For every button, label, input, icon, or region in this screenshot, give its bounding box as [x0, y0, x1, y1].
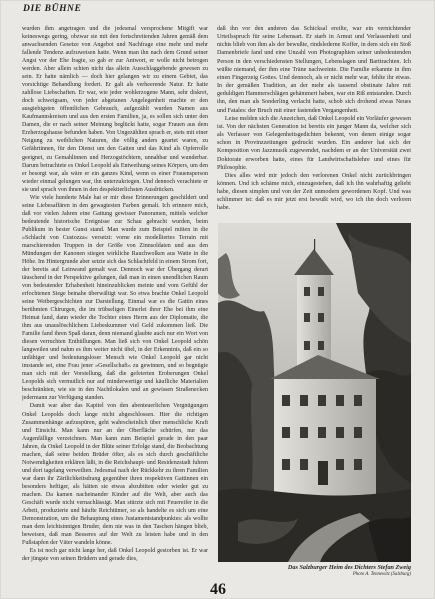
article-paragraph: wurden ihm angetragen und die jedesmal versprochene Mitgift war keineswegs gering, obzwar sie mit den fortschreitenden Jahren gemäß dem anwachsenden Gesetze von Angebot und Nachfrage eine mehr und mehr fallende Tendenz aufzuweisen hatte. Wenn man ihn nach dem Grund seiner Angst vor der Ehe fragte, so gab er zur Antwort, er wolle nicht betrogen werden. Aber allein schien nicht das allein Ausschlaggebende gewesen zu sein. Er hatte nämlich — doch hier gelangen wir zu einem Gebiet, das vorsichtige Behandlung fordert. Er galt als verheerende Natur. Er hatte zahllose Liebschaften. Er war, wie jeder wohlerzogene Mann, sehr diskret, doch schweigsam, von jeder abgetanen Angelegenheit machte er den ausgiebigsten öffentlichen Gebrauch, aufgezählt wurden Namen aus Kaufmannskreisen und aus den ersten Familien, ja, es sollen sich unter den Damen, die er nach seiner Meinung beglückt hatte, sogar Frauen aus dem Erzherzogshause befunden haben. Von Ungezählten sprach er, stets mit einer Neigung zu weiblichen Naturen, die völlig anders geartet waren, zu Gefährtinnen, für den Dienst um den Gatten und das Kind als Opferrolle geeignet, zu Gemahlinnen und Herzogstöchtern, unnahbar und wunderbar. Darum betrachtete es Onkel Leopold als Entweihung seines Körpers, um den er besorgt war, als wäre er ein ganzes Kind, wenn es einer Frauensperson wieder einmal gelungen war, ihn unterzukriegen. Und dennoch verachtete er sie und sprach von ihnen in den despektierlichsten Ausdrücken.	[22, 26, 208, 193]
magazine-title: DIE BÜHNE	[23, 4, 82, 14]
article-paragraph: Es ist noch gar nicht lange her, daß Onkel Leopold gestorben ist. Er war der jüngste von seinen Brüdern und gerade dies,	[22, 548, 208, 563]
page-number: 46	[210, 581, 226, 598]
photo-caption: Das Salzburger Heim des Dichters Stefan Zweig	[287, 564, 411, 571]
photo-foreground	[218, 489, 411, 562]
article-paragraph: Damit war aber das Kapitel von den abenteuerlichen Vergnügungen Onkel Leopolds doch lange nicht abgeschlossen. Hier die richtigen Zusammenhänge aufzuspüren, geht wahrscheinlich über menschliche Kraft und Einsicht. Man kann nur an der Oberfläche schürfen, nur das Augenfällige verzeichnen. Man kann zum Beispiel gerade in den paar Jahren, da Onkel Leopold in der Blüte seiner Erfolge stand, die Beobachtung machen, daß seine beiden Brüder öfter, als es sich durch geschäftliche Notwendigkeiten erklären läßt, in die Reichshaupt- und Residenzstadt fuhren und dort tagelang verweilten. Jedesmal nach der Rückkehr zu ihren Familien war dann ihr Zärtlichkeitsdrang gegenüber ihren respektiven Gattinnen ein besonders heftiger, als hätten sie etwas abzubitten oder wieder gut zu machen. Da kamen nacheinander Kinder auf die Welt, aber auch das Geschäft wurde nicht vernachlässigt. Man stürzte sich mit Feuereifer in die Arbeit, produzierte und häufte Reichtümer, so als handelte es sich um eine Demonstration, um die Behauptung eines Justamentstandpunktes: als wollte man dem leichtsinnigen Bruder, dem nie was in den Taschen hängen blieb, beweisen, daß man Besseres auf der Welt zu leisten habe und in den Fußstapfen der Väter wandeln könne.	[22, 403, 208, 546]
right-column	[217, 25, 411, 220]
article-paragraph: Leise melden sich die Anzeichen, daß Onkel Leopold ein Vorläufer gewesen ist. Von der nächsten Generation ist bereits ein junger Mann da, welcher sich als Verfasser von Gelegenheitsgedichten bekennt, von denen einige sogar schon in Provinzzeitungen gedruckt wurden. Ein anderer hat sich der Komposition von Jazzmusik zugewendet, nachdem er an der Universität zwei Doktorate erworben hatte, eines für Landwirtschaftslehre und eines für Philosophie.	[217, 115, 411, 171]
article-paragraph: Wie viele hunderte Male hat er mir diese Erinnerungen geschildert und seine Liebesaffären in den gewagtesten Farben gemalt. Ich erinnere mich, daß vor vielen Jahren eine Gattung gewisser Panoramen, mittels welcher bedeutende historische Ereignisse zur Schau gebracht wurden, beim Publikum in bester Gunst stand. Man wurde zum Beispiel mitten in die »Schlacht von Custozza« versetzt: vorne ein modelliertes Terrain mit marschierenden Truppen in der Größe von Zinnsoldaten und aus den Mündungen der Kanonen stiegen wirkliche Rauchwolken aus Watte in die Höhe. Im Hintergrunde aber setzte sich das Schlachtfeld in einem Strom fort, der bereits auf Leinwand gemalt war. Dennoch war der Übergang derart täuschend in der Perspektive gelungen, daß man in einen unendlichen Raum von bedeutender Erhabenheit hineinzublicken meinte und vom Gefühl der erfochtenen Siege beinahe überwältigt war. So etwa brachte Onkel Leopold seine Weibergeschichten zur Darstellung. Einmal war es die Gattin eines berühmten Chirurgen, die im trübseligen Einerlei ihrer Ehe bei ihm eine Heimat fand, dann wieder die Tochter eines Herrn aus der Diplomatie, die ihm aus unauslöschlichem Liebeskummer viel Geld zukommen ließ. Die Familie fand ihren Spaß daran, denn niemand glaubte auch nur ein Wort von diesen verruchten Enthüllungen. Man ließ sich von Onkel Leopold schön langweilen und nahm es ihm weiter nicht übel, in der Erkenntnis, daß ein so unfähiger und bedeutungsloser Mensch wie Onkel Leopold gar nicht imstande sei, eine Frau jener »Gesellschaft« zu gewinnen, und so begnügte man sich mit der Vorstellung, daß die gefeierten Eroberungen Onkel Leopolds sich vermutlich nur auf minderwertige und käufliche Materialien beschränkten, wie sie in den Nachtlokalen und an gewissen Straßenecken jedermann zur Verfügung standen.	[22, 194, 208, 402]
photo-house	[270, 355, 380, 507]
photo-credit: Photo A. Tennewitz (Salzburg)	[352, 572, 411, 577]
article-paragraph: Dies alles wird mir jedoch den verlorenen Onkel nicht zurückbringen können. Und ich schäme mich, einzugestehen, daß ich ihn wahrhaftig geliebt habe, diesen simplen und von der Zeit unmodern gewordenen Kopf. Und was schlimmer ist: daß es mir jetzt erst bewußt wird, wo ich ihn doch verloren habe.	[217, 172, 411, 212]
article-paragraph: daß ihn vor den anderen das Schicksal ereilte, war ein vernichtender Urteilsspruch für seine Lebensart. Er starb in Armut und Verlassenheit und nichts blieb von ihm als der bewußte, rindslederne Koffer, in dem sich ein Stoß Damenbriefe fand und eine Unzahl von Photographien seiner unbedeutenden Person in den verschiedensten Stellungen, Lebenslagen und Barttrachten. Ich wüßte niemand, der ihm eine Träne nachweinte. Die Familie erkannte in ihm einen Fingerzeig Gottes. Und dennoch, als er nicht mehr war, fehlte ihr etwas. In der gemäßen Tradition, an der mehr als tausend obstinate Jahre mit geduldigen Hammerschlägen gehämmert haben, war ein Riß entstanden. Durch ihn, den man als Sonderling verlacht hatte, schob sich drohend etwas Neues und Fatales: der Bruch mit einer fastenden Vergangenheit.	[217, 26, 411, 114]
left-column	[22, 25, 208, 574]
photo-salzburg-house	[218, 223, 411, 562]
